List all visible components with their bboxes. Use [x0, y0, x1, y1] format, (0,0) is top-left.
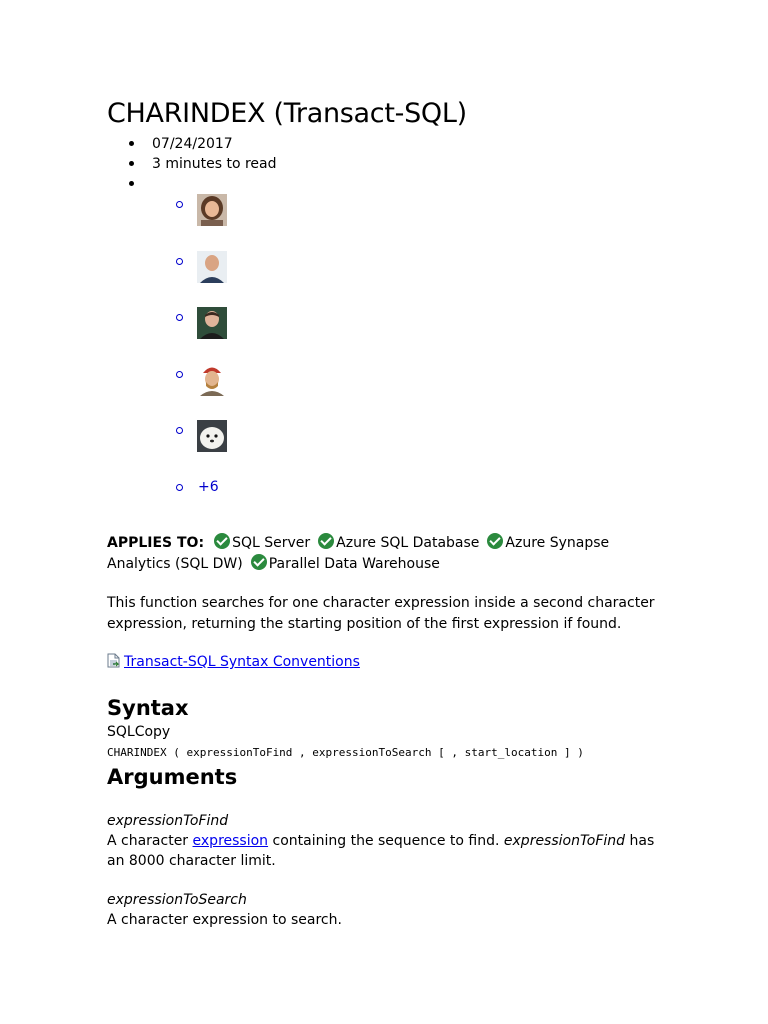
- contributor-1[interactable]: [107, 192, 307, 226]
- syntax-heading: Syntax: [107, 696, 189, 720]
- list-circle: [176, 484, 183, 491]
- article-date: 07/24/2017: [152, 136, 233, 152]
- applies-item: Azure SQL Database: [336, 535, 480, 551]
- applies-to: [107, 533, 667, 575]
- check-circle-icon: [487, 533, 503, 549]
- desc-italic: expressionToFind: [503, 833, 626, 849]
- argument-name: expressionToFind: [107, 813, 229, 829]
- read-time-item: [107, 154, 277, 174]
- avatar[interactable]: [197, 307, 227, 339]
- contributors-item: [107, 174, 277, 194]
- contributor-4[interactable]: [107, 362, 307, 396]
- list-circle: [176, 314, 183, 321]
- contributor-more[interactable]: [107, 475, 307, 509]
- contributor-2[interactable]: [107, 249, 307, 283]
- more-contributors-link[interactable]: +6: [198, 479, 219, 495]
- contributor-3[interactable]: [107, 305, 307, 339]
- syntax-conventions: [107, 652, 360, 673]
- code-block: CHARINDEX ( expressionToFind , expressionToSearch [ , start_location ] ): [107, 746, 584, 759]
- list-circle: [176, 371, 183, 378]
- list-circle: [176, 427, 183, 434]
- avatar[interactable]: [197, 364, 227, 396]
- desc-text: A character: [107, 833, 193, 849]
- applies-item: SQL Server: [232, 535, 311, 551]
- arguments-heading: Arguments: [107, 765, 238, 789]
- check-circle-icon: [251, 554, 267, 570]
- contributor-5[interactable]: [107, 418, 307, 452]
- list-circle: [176, 201, 183, 208]
- applies-item: Parallel Data Warehouse: [268, 556, 440, 572]
- avatar[interactable]: [197, 194, 227, 226]
- read-time: 3 minutes to read: [152, 156, 277, 172]
- argument-description: [107, 831, 667, 871]
- argument-expression-to-search: [107, 890, 667, 930]
- expression-link[interactable]: expression: [192, 833, 269, 849]
- argument-description: A character expression to search.: [107, 912, 342, 928]
- argument-name: expressionToSearch: [107, 892, 247, 908]
- list-circle: [176, 258, 183, 265]
- date-item: [107, 134, 277, 154]
- function-description: This function searches for one character expression inside a second character expression, returning the starting position of the first expression if found.: [107, 595, 655, 632]
- applies-to-label: APPLIES TO:: [107, 535, 205, 551]
- desc-text: containing the sequence to find.: [268, 833, 504, 849]
- applies-item: Azure Synapse Analytics (SQL DW): [107, 535, 610, 572]
- avatar[interactable]: [197, 251, 227, 283]
- code-language-label[interactable]: SQLCopy: [107, 724, 171, 740]
- argument-expression-to-find: [107, 811, 667, 871]
- syntax-conventions-link[interactable]: Transact-SQL Syntax Conventions: [124, 654, 360, 670]
- desc-text: has an 8000 character limit.: [107, 833, 655, 869]
- check-circle-icon: [318, 533, 334, 549]
- page-title: CHARINDEX (Transact-SQL): [107, 98, 467, 129]
- avatar[interactable]: [197, 420, 227, 452]
- link-topic-icon: [107, 653, 121, 668]
- article-metadata: [107, 134, 277, 194]
- check-circle-icon: [214, 533, 230, 549]
